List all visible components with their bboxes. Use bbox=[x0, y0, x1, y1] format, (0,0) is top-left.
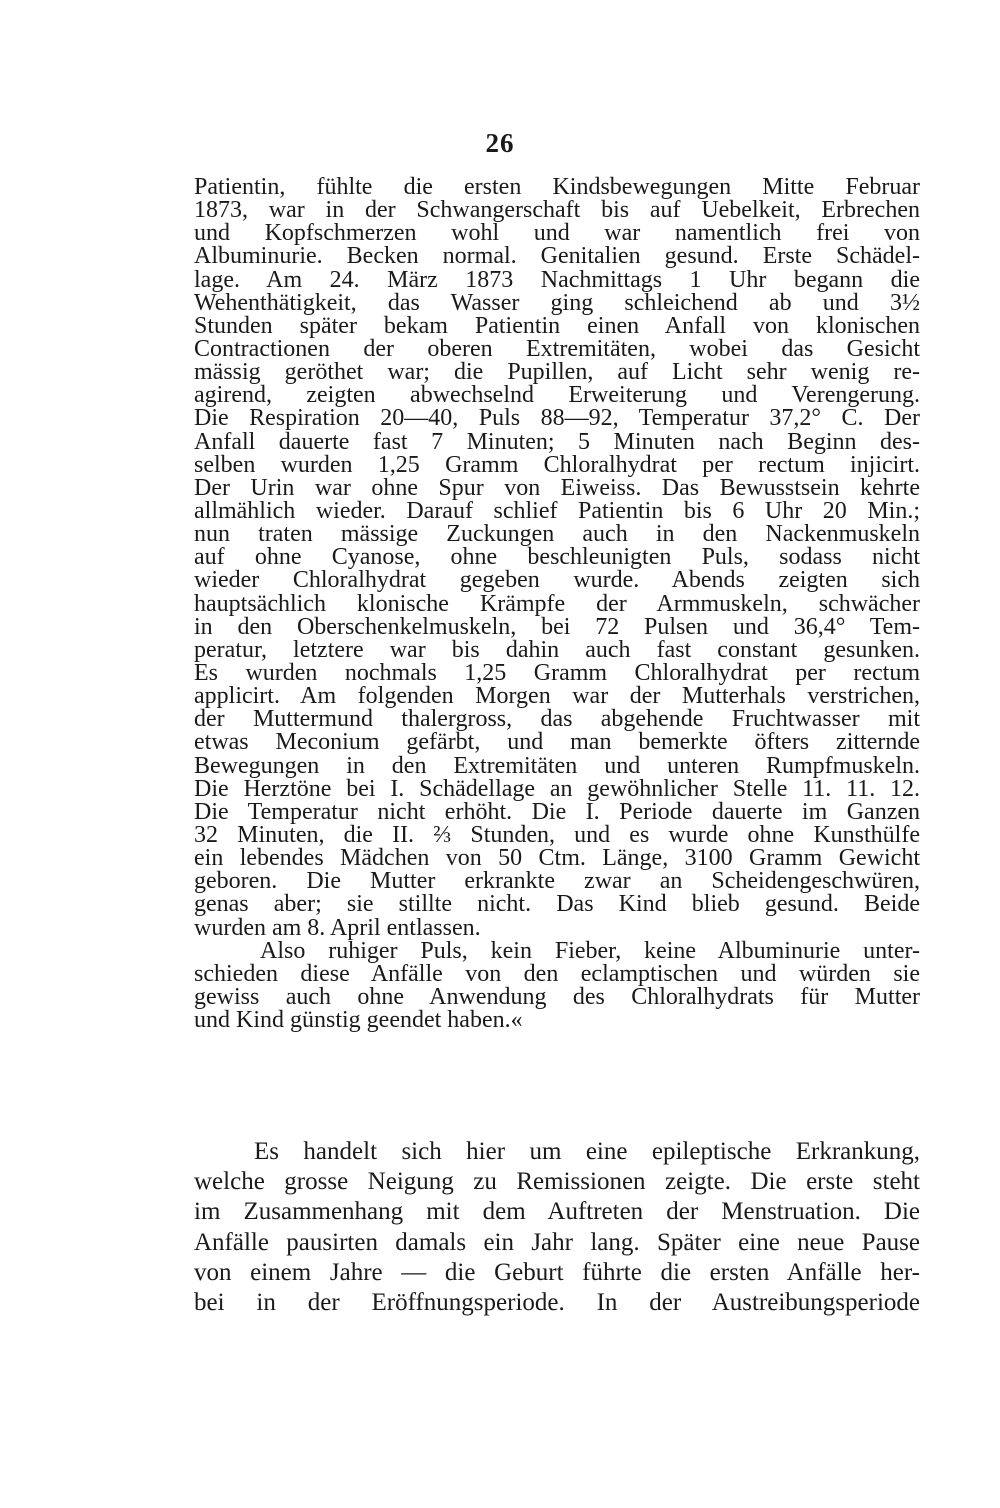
text-line: gewiss auch ohne Anwendung des Chloralhydrats für Mutter bbox=[194, 985, 920, 1010]
text-line: Albuminurie. Becken normal. Genitalien gesund. Erste Schädel- bbox=[194, 245, 920, 269]
text-line: Contractionen der oberen Extremitäten, wobei das Gesicht bbox=[194, 337, 920, 362]
text-line: Anfälle pausirten damals ein Jahr lang. Später eine neue Pause bbox=[194, 1228, 920, 1256]
text-line: Die Respiration 20—40, Puls 88—92, Temperatur 37,2° C. Der bbox=[194, 407, 920, 431]
main-paragraph bbox=[194, 1137, 920, 1318]
text-line: in den Oberschenkelmuskeln, bei 72 Pulsen und 36,4° Tem- bbox=[194, 615, 920, 639]
text-line: etwas Meconium gefärbt, und man bemerkte öfters zitternde bbox=[194, 731, 920, 755]
text-line: Der Urin war ohne Spur von Eiweiss. Das Bewusstsein kehrte bbox=[194, 476, 920, 500]
text-line: selben wurden 1,25 Gramm Chloralhydrat per rectum injicirt. bbox=[194, 453, 920, 477]
text-line: der Muttermund thalergross, das abgehende Fruchtwasser mit bbox=[194, 708, 920, 732]
page-number: 26 bbox=[485, 128, 515, 158]
text-line: Es wurden nochmals 1,25 Gramm Chloralhydrat per rectum bbox=[194, 661, 920, 686]
text-line: ein lebendes Mädchen von 50 Ctm. Länge, 3100 Gramm Gewicht bbox=[194, 847, 920, 871]
text-line: mässig geröthet war; die Pupillen, auf Licht sehr wenig re- bbox=[194, 361, 920, 385]
text-line: Also ruhiger Puls, kein Fieber, keine Albuminurie unter- bbox=[260, 939, 920, 963]
text-line: geboren. Die Mutter erkrankte zwar an Scheidengeschwüren, bbox=[194, 870, 920, 894]
text-line: Patientin, fühlte die ersten Kindsbewegungen Mitte Februar bbox=[194, 176, 920, 200]
text-line: Wehenthätigkeit, das Wasser ging schleichend ab und 3½ bbox=[194, 291, 920, 315]
text-line: schieden diese Anfälle von den eclamptischen und würden sie bbox=[194, 962, 920, 986]
text-line: bei in der Eröffnungsperiode. In der Austreibungsperiode bbox=[194, 1288, 920, 1316]
text-line: Anfall dauerte fast 7 Minuten; 5 Minuten nach Beginn des- bbox=[194, 430, 920, 454]
text-line: Es handelt sich hier um eine epileptische Erkrankung, bbox=[254, 1138, 920, 1165]
text-line: Stunden später bekam Patientin einen Anfall von klonischen bbox=[194, 314, 920, 338]
text-line: und Kopfschmerzen wohl und war namentlich frei von bbox=[194, 222, 920, 246]
text-line: welche grosse Neigung zu Remissionen zeigte. Die erste steht bbox=[194, 1168, 920, 1196]
text-line: allmählich wieder. Darauf schlief Patientin bis 6 Uhr 20 Min.; bbox=[194, 499, 920, 524]
text-line: lage. Am 24. März 1873 Nachmittags 1 Uhr begann die bbox=[194, 268, 920, 292]
text-line: hauptsächlich klonische Krämpfe der Armmuskeln, schwächer bbox=[194, 592, 920, 616]
text-line: applicirt. Am folgenden Morgen war der Mutterhals verstrichen, bbox=[194, 685, 920, 709]
text-line: peratur, letztere war bis dahin auch fast constant gesunken. bbox=[194, 638, 920, 662]
text-line: Die Herztöne bei I. Schädellage an gewöhnlicher Stelle 11. 11. 12. bbox=[194, 777, 920, 801]
text-line: 32 Minuten, die II. ⅔ Stunden, und es wurde ohne Kunsthülfe bbox=[194, 823, 920, 848]
text-line: 1873, war in der Schwangerschaft bis auf Uebelkeit, Erbrechen bbox=[194, 199, 920, 223]
text-line: und Kind günstig geendet haben.« bbox=[194, 1009, 523, 1033]
text-line: Bewegungen in den Extremitäten und unteren Rumpfmuskeln. bbox=[194, 754, 920, 778]
text-line: wieder Chloralhydrat gegeben wurde. Abends zeigten sich bbox=[194, 569, 920, 593]
text-line: Die Temperatur nicht erhöht. Die I. Periode dauerte im Ganzen bbox=[194, 800, 920, 824]
text-line: auf ohne Cyanose, ohne beschleunigten Puls, sodass nicht bbox=[194, 546, 920, 570]
text-line: wurden am 8. April entlassen. bbox=[194, 916, 481, 940]
text-line: agirend, zeigten abwechselnd Erweiterung und Verengerung. bbox=[194, 384, 920, 408]
text-line: genas aber; sie stillte nicht. Das Kind blieb gesund. Beide bbox=[194, 893, 920, 917]
text-line: nun traten mässige Zuckungen auch in den Nackenmuskeln bbox=[194, 523, 920, 547]
text-line: im Zusammenhang mit dem Auftreten der Menstruation. Die bbox=[194, 1198, 920, 1226]
quoted-case-report bbox=[194, 176, 920, 1032]
text-line: von einem Jahre — die Geburt führte die ersten Anfälle her- bbox=[194, 1258, 920, 1286]
